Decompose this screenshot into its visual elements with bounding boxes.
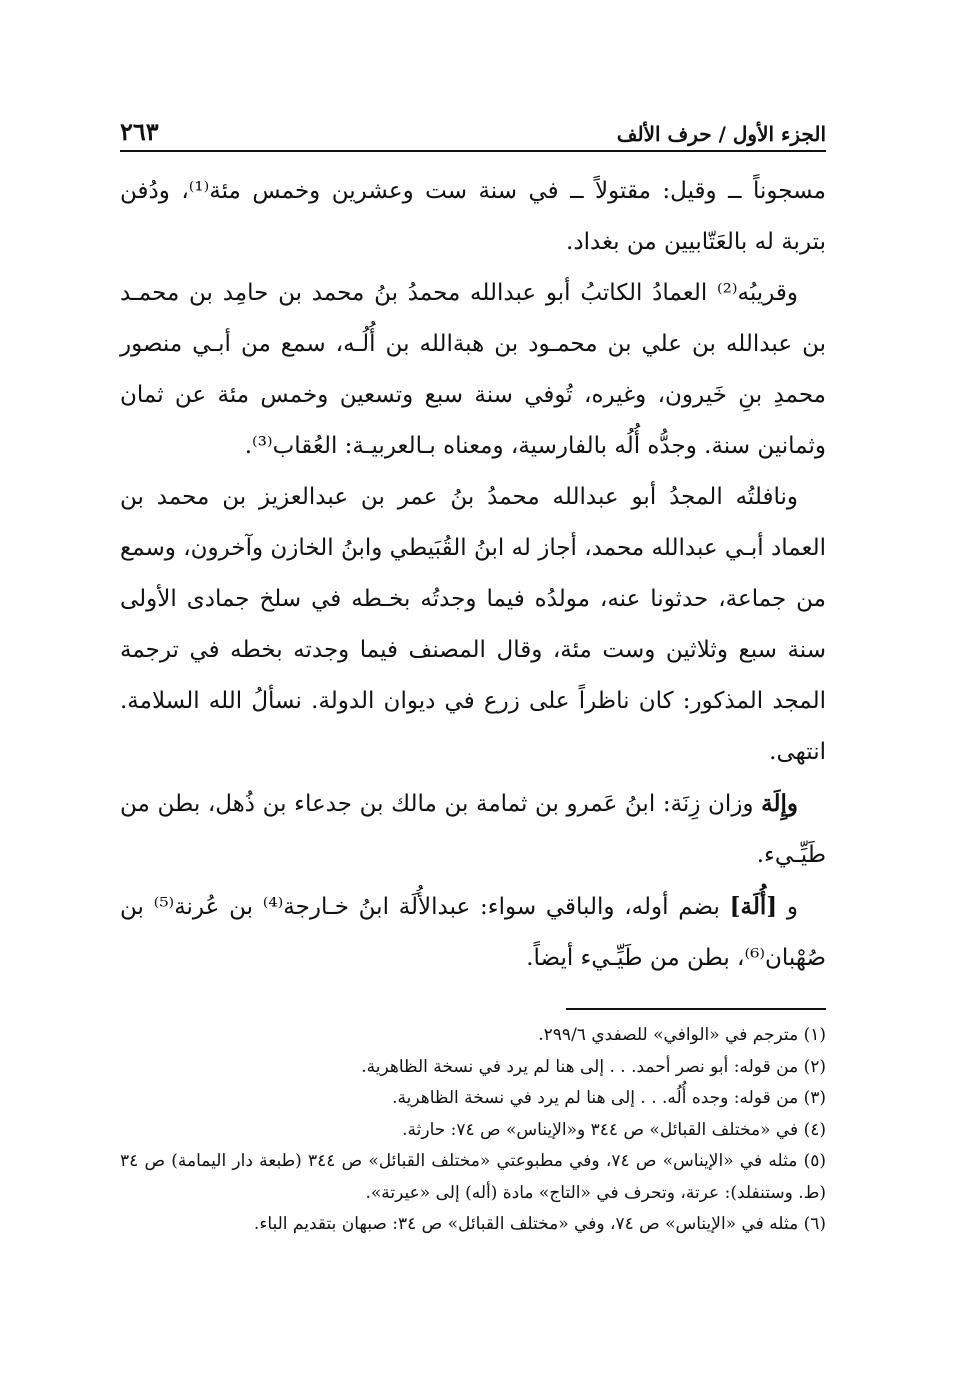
paragraph-5-text: بضم أوله، والباقي سواء: عبدالأُلَة ابنُ خـارجة⁽⁴⁾ بن عُرنة⁽⁵⁾ بن صُهْبان⁽⁶⁾، بطن من طَيِّـيء أيضاً. bbox=[120, 894, 826, 971]
paragraph-5 bbox=[120, 881, 826, 984]
body-text bbox=[120, 166, 826, 984]
footnote: (٥) مثله في «الإيناس» ص ٧٤، وفي مطبوعتي «مختلف القبائل» ص ٣٤٤ (طبعة دار اليمامة) ص ٣٤ (ط. وستنفلد): عرتة، وتحرف في «التاج» مادة (أله) إلى «عيرتة». bbox=[120, 1151, 826, 1203]
running-title: الجزء الأول / حرف الألف bbox=[616, 122, 826, 146]
page bbox=[120, 100, 826, 1320]
entry-headword: [أُلَة] bbox=[729, 893, 778, 920]
footnote: (٤) في «مختلف القبائل» ص ٣٤٤ و«الإيناس» ص ٧٤: حارثة. bbox=[402, 1119, 826, 1140]
footnotes bbox=[120, 1020, 826, 1241]
paragraph-2: وقريبُه⁽²⁾ العمادُ الكاتبُ أبو عبدالله محمدُ بنُ محمد بن حامِد بن محمـد بن عبدالله بن علي بن محمـود بن هبةالله بن أُلُـه، سمع من أبـي منصور محمدِ بنِ خَيرون، وغيره، تُوفي سنة سبع وتسعين وخمس مئة عن ثمان وثمانين سنة. وجدُّه أُلُه بالفارسية، ومعناه بـالعربيـة: العُقاب⁽³⁾. bbox=[120, 280, 826, 459]
footnote: (٣) من قوله: وجده أُلُه. . . إلى هنا لم يرد في نسخة الظاهرية. bbox=[392, 1088, 826, 1108]
paragraph-5-prefix: و bbox=[777, 894, 799, 920]
page-header bbox=[120, 100, 826, 152]
paragraph-1: مسجوناً ــ وقيل: مقتولاً ــ في سنة ست وعشرين وخمس مئة⁽¹⁾، ودُفن بتربة له بالعَتّابيين من بغداد. bbox=[120, 178, 826, 255]
footnote: (٢) من قوله: أبو نصر أحمد. . . إلى هنا لم يرد في نسخة الظاهرية. bbox=[361, 1056, 826, 1077]
footnote: (١) مترجم في «الوافي» للصفدي ٢٩٩/٦. bbox=[538, 1025, 826, 1045]
footnote-separator bbox=[566, 1008, 826, 1010]
footnote: (٦) مثله في «الإيناس» ص ٧٤، وفي «مختلف القبائل» ص ٣٤: صبهان بتقديم الباء. bbox=[253, 1214, 826, 1234]
paragraph-4 bbox=[120, 778, 826, 881]
entry-headword: وإِلَة bbox=[761, 790, 798, 817]
paragraph-4-text: وزان زِنَة: ابنُ عَمرو بن ثمامة بن مالك بن جدعاء بن ذُهل، بطن من طَيِّـيء. bbox=[120, 791, 826, 868]
page-number: ٢٦٣ bbox=[120, 117, 159, 146]
paragraph-3: ونافلتُه المجدُ أبو عبدالله محمدُ بنُ عمر بن عبدالعزيز بن محمد بن العماد أبـي عبدالله محمد، أجاز له ابنُ القُبَيطي وابنُ الخازن وآخرون، وسمع من جماعة، حدثونا عنه، مولدُه فيما وجدتُه بخـطه في سلخ جمادى الأولى سنة سبع وثلاثين وست مئة، وقال المصنف فيما وجدته بخطه في ترجمة المجد المذكور: كان ناظراً على زرع في ديوان الدولة. نسألُ الله السلامة. انتهى. bbox=[120, 484, 826, 765]
